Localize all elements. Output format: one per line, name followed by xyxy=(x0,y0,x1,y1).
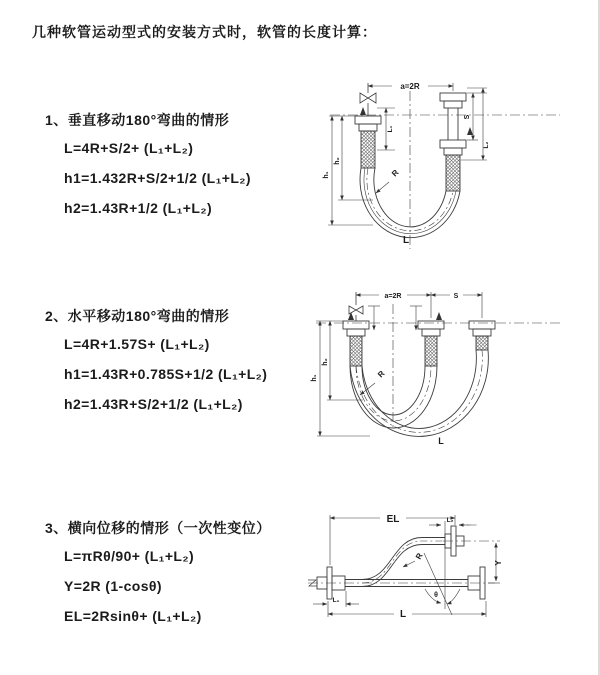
length-label: L xyxy=(438,436,444,446)
section-2-formula-h1: h1=1.43R+0.785S+1/2 (L₁+L₂) xyxy=(64,366,268,382)
dim-label-s: S xyxy=(464,114,471,120)
dim-label-l1: L₁ xyxy=(332,597,340,604)
diagram-vertical-180-bend xyxy=(315,73,590,258)
section-2-formula-h2: h2=1.43R+S/2+1/2 (L₁+L₂) xyxy=(64,396,243,412)
diagram-lateral-displacement xyxy=(300,503,600,645)
length-label: L xyxy=(399,609,407,620)
angle-label: θ xyxy=(434,592,438,599)
dimension-lines xyxy=(328,80,487,225)
dim-label-h2: h₂ xyxy=(322,358,329,366)
dim-label-l1: L₁ xyxy=(387,125,394,133)
dim-label-l2: L₂ xyxy=(446,517,454,524)
dim-label-el: EL xyxy=(386,514,400,525)
section-2-formula-L: L=4R+1.57S+ (L₁+L₂) xyxy=(64,336,210,352)
radius-label: R xyxy=(413,551,425,561)
dim-label-h1: h₁ xyxy=(323,171,330,179)
dim-label-a2r: a=2R xyxy=(400,82,420,91)
section-3-heading: 3、横向位移的情形（一次性变位） xyxy=(45,520,271,536)
dim-label-s: S xyxy=(453,293,459,300)
right-fitting xyxy=(440,93,473,191)
section-3-formula-EL: EL=2Rsinθ+ (L₁+L₂) xyxy=(64,608,202,624)
length-label: L xyxy=(402,235,410,246)
dim-label-h1: h₁ xyxy=(311,374,318,382)
radius-label: R xyxy=(376,368,387,380)
section-3-formula-Y: Y=2R (1-cosθ) xyxy=(64,578,162,594)
angle-construction xyxy=(424,521,460,615)
hose-u-position-2 xyxy=(350,350,488,436)
section-1-formula-h1: h1=1.432R+S/2+1/2 (L₁+L₂) xyxy=(64,170,251,186)
dim-label-h2: h₂ xyxy=(334,157,341,165)
right-fitting xyxy=(469,321,495,350)
hose-displaced-position xyxy=(345,526,464,587)
dim-label-a2r: a=2R xyxy=(384,293,402,300)
section-3-formula-L: L=πRθ/90+ (L₁+L₂) xyxy=(64,548,195,564)
diagram-horizontal-180-bend xyxy=(308,278,600,453)
section-1-heading: 1、垂直移动180°弯曲的情形 xyxy=(45,112,230,128)
dim-label-l2: L₂ xyxy=(483,141,490,149)
section-2-heading: 2、水平移动180°弯曲的情形 xyxy=(45,308,230,324)
section-1-formula-h2: h2=1.43R+1/2 (L₁+L₂) xyxy=(64,200,213,216)
radius-label: R xyxy=(390,167,401,179)
page-title: 几种软管运动型式的安装方式时，软管的长度计算： xyxy=(32,24,377,40)
section-1-formula-L: L=4R+S/2+ (L₁+L₂) xyxy=(64,140,194,156)
dim-label-y: Y xyxy=(494,560,503,566)
middle-fitting xyxy=(418,312,444,366)
dimension-lines xyxy=(313,512,500,619)
